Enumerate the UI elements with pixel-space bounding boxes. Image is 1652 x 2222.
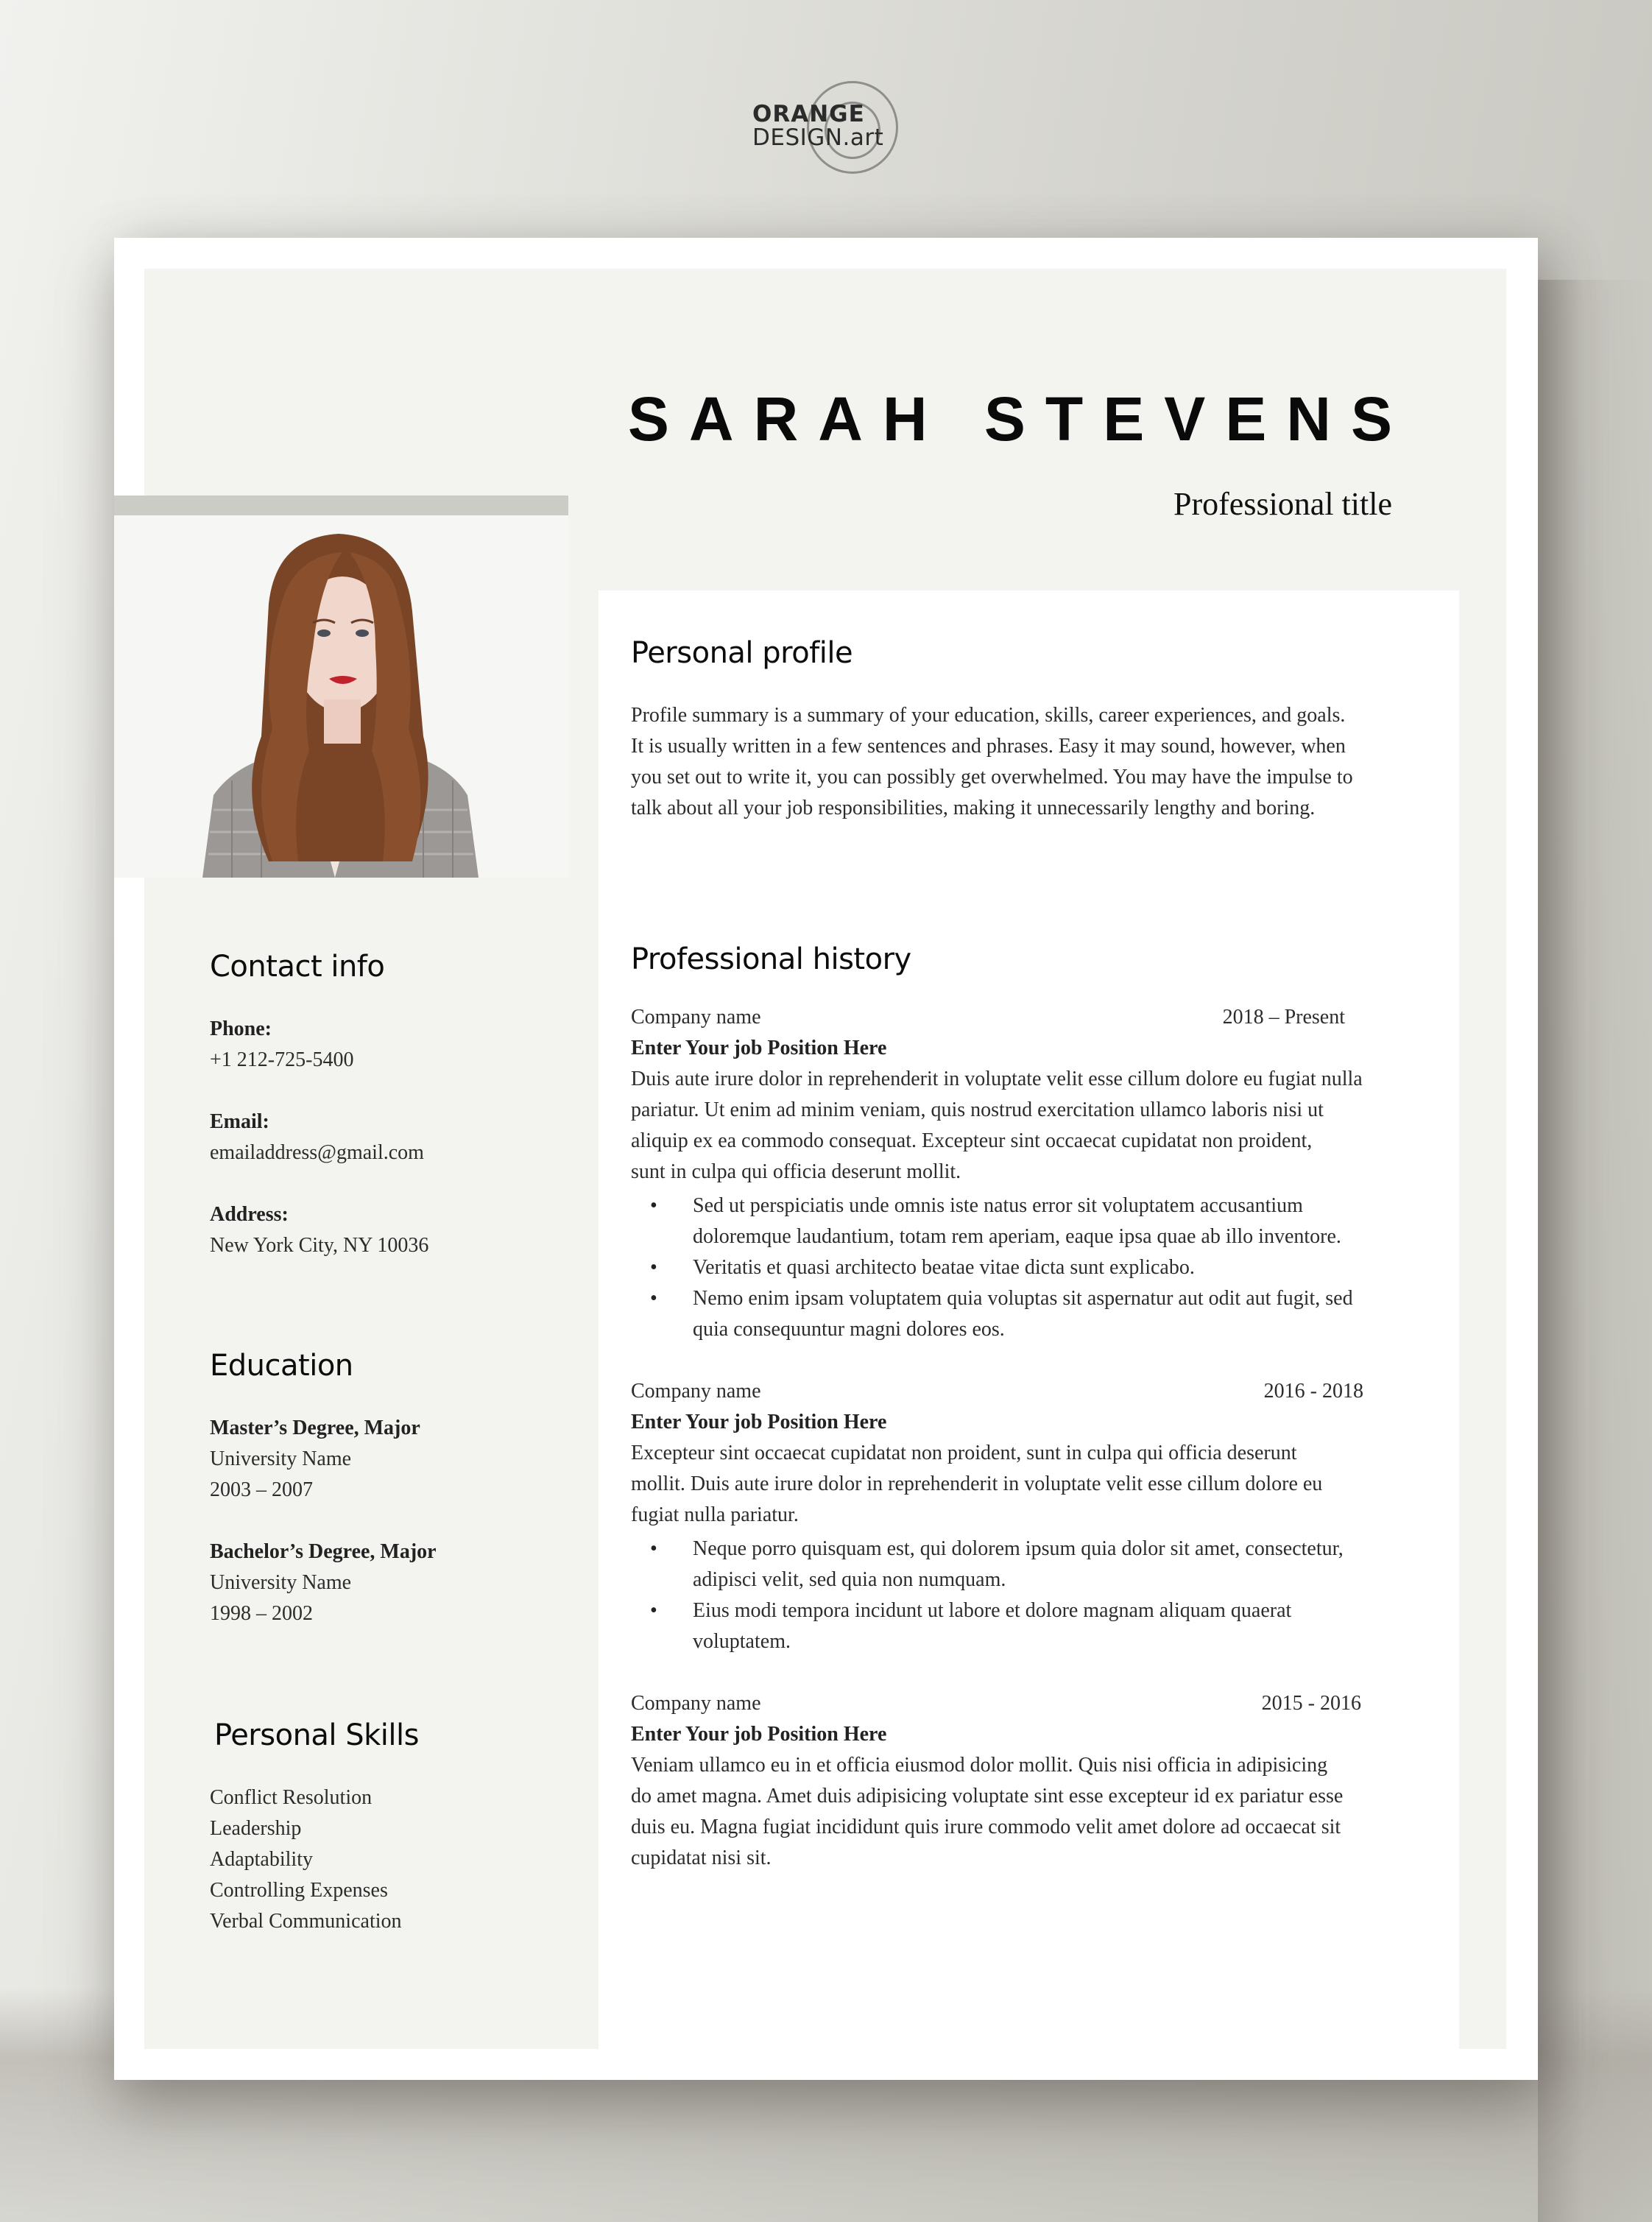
job-position: Enter Your job Position Here <box>631 1037 887 1059</box>
phone-value: +1 212-725-5400 <box>210 1048 354 1071</box>
job-position: Enter Your job Position Here <box>631 1411 887 1433</box>
job-dates: 2015 - 2016 <box>1261 1692 1361 1715</box>
profile-photo <box>114 515 568 878</box>
logo-text-orange: ORANGE <box>752 101 865 127</box>
job-entry <box>631 1688 1367 1874</box>
skills-section <box>210 1719 548 1937</box>
years: 2003 – 2007 <box>210 1478 313 1501</box>
job-description: Duis aute irure dolor in reprehenderit in voluptate velit esse cillum dolore eu fugiat nulla pariatur. Ut enim ad minim veniam, quis nostrud exercitation ullamco laboris nisi ut aliquip ex ea commodo consequat. Excepteur sint occaecat cupidatat non proident, <box>631 1068 1363 1152</box>
job-description: Excepteur sint occaecat cupidatat non proident, sunt in culpa qui officia deserunt mollit. Duis aute irure dolor in reprehenderit in voluptate velit esse cillum dolore eu fugiat nulla pariatur. <box>631 1442 1323 1526</box>
job-bullet: • Nemo enim ipsam voluptatem quia voluptas sit aspernatur aut odit aut fugit, sed quia consequuntur magni dolores eos. <box>631 1283 1367 1345</box>
photo-accent-bar <box>114 495 568 515</box>
job-bullet: • Veritatis et quasi architecto beatae vitae dicta sunt explicabo. <box>631 1252 1367 1283</box>
skill-item: Controlling Expenses <box>210 1879 388 1902</box>
education-item <box>210 1537 548 1629</box>
job-entry <box>631 1002 1367 1345</box>
years: 1998 – 2002 <box>210 1602 313 1625</box>
candidate-name: SARAH STEVENS <box>627 384 1412 454</box>
job-entry <box>631 1376 1367 1657</box>
phone-label: Phone: <box>210 1017 272 1040</box>
education-section <box>210 1350 548 1629</box>
contact-heading: Contact info <box>210 950 385 984</box>
background-shadow-right <box>1538 280 1652 2222</box>
job-position: Enter Your job Position Here <box>631 1723 887 1746</box>
job-description: Veniam ullamco eu in et officia eiusmod dolor mollit. Quis nisi officia in adipisicing do amet magna. Amet duis adipisicing voluptate sint esse excepteur id ex pariatur esse duis eu. Magna fugiat incididunt quis irure commodo velit amet dolore ad occaecat sit cupidatat nisi sit. <box>631 1754 1344 1869</box>
degree: Master’s Degree, Major <box>210 1417 420 1439</box>
degree: Bachelor’s Degree, Major <box>210 1540 437 1563</box>
portrait-image <box>114 515 568 878</box>
job-dates: 2018 – Present <box>1222 1006 1345 1029</box>
history-section <box>631 943 1367 1874</box>
job-description-2: sunt in culpa qui officia deserunt mollit. <box>631 1160 961 1183</box>
job-bullet: • Eius modi tempora incidunt ut labore et dolore magnam aliquam quaerat voluptatem. <box>631 1595 1352 1657</box>
company-name: Company name <box>631 1692 761 1715</box>
contact-section <box>210 950 548 1261</box>
company-name: Company name <box>631 1380 761 1403</box>
resume-page <box>114 238 1538 2080</box>
job-dates: 2016 - 2018 <box>1263 1380 1363 1403</box>
skill-item: Verbal Communication <box>210 1910 402 1933</box>
skills-heading: Personal Skills <box>214 1718 419 1752</box>
education-heading: Education <box>210 1349 353 1383</box>
logo-text-design: DESIGN.art <box>752 124 884 151</box>
professional-title: Professional title <box>1173 486 1392 522</box>
skill-item: Conflict Resolution <box>210 1786 373 1809</box>
job-bullet: • Sed ut perspiciatis unde omnis iste natus error sit voluptatem accusantium doloremque laudantium, totam rem aperiam, eaque ipsa quae ab illo inventore. <box>631 1191 1367 1252</box>
job-bullet: • Neque porro quisquam est, qui dolorem ipsum quia dolor sit amet, consectetur, adipisci velit, sed quia non numquam. <box>631 1534 1352 1595</box>
email-value: emailaddress@gmail.com <box>210 1141 424 1164</box>
profile-section <box>631 637 1367 824</box>
school: University Name <box>210 1447 352 1470</box>
company-name: Company name <box>631 1006 761 1029</box>
skill-item: Leadership <box>210 1817 302 1840</box>
address-value: New York City, NY 10036 <box>210 1234 429 1257</box>
email-label: Email: <box>210 1110 269 1133</box>
profile-summary: Profile summary is a summary of your education, skills, career experiences, and goals. It is usually written in a few sentences and phrases. Easy it may sound, however, when you set out to write it, you can possibly get overwhelmed. You may have the impulse to talk about all your job responsibilities, making it unnecessarily lengthy and boring. <box>631 704 1353 819</box>
school: University Name <box>210 1571 352 1594</box>
address-label: Address: <box>210 1203 289 1226</box>
skill-item: Adaptability <box>210 1848 313 1871</box>
education-item <box>210 1413 548 1506</box>
profile-heading: Personal profile <box>631 636 853 670</box>
brand-logo <box>751 80 913 175</box>
history-heading: Professional history <box>631 942 911 976</box>
